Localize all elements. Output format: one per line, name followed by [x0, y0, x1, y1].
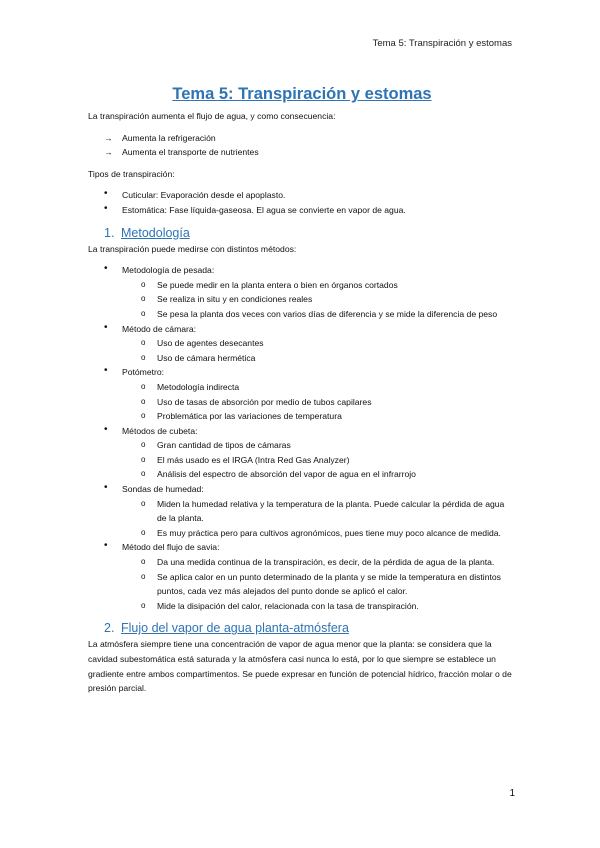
- method-item: • Sondas de humedad: o Miden la humedad relativa y la temperatura de la planta. Puede calcular la pérdida de agua de la planta. o Es muy práctica pero para cultivos agronómicos, pues tiene muy poco alcance de medida.: [88, 482, 516, 540]
- circle-bullet-icon: o: [141, 279, 146, 289]
- list-item: → Aumenta el transporte de nutrientes: [88, 145, 516, 160]
- method-item: • Método de cámara: o Uso de agentes desecantes o Uso de cámara hermética: [88, 322, 516, 366]
- sub-list-item: o Uso de cámara hermética: [88, 351, 516, 366]
- page-content: [88, 84, 516, 696]
- method-item: • Potómetro: o Metodología indirecta o Uso de tasas de absorción por medio de tubos capilares o Problemática por las variaciones de temperatura: [88, 365, 516, 423]
- method-item: • Metodología de pesada: o Se puede medir en la planta entera o bien en órganos cortados o Se realiza in situ y en condiciones reales o Se pesa la planta dos veces con varios días de diferencia y se mide la diferencia de peso: [88, 263, 516, 321]
- bullet-icon: •: [104, 188, 108, 200]
- bullet-icon: •: [104, 263, 108, 275]
- sub-list-item: o Se aplica calor en un punto determinado de la planta y se mide la temperatura en distintos puntos, cada vez más alejados del punto donde se aplicó el calor.: [141, 571, 501, 597]
- arrow-right-icon: →: [104, 132, 113, 143]
- list-item: • Estomática: Fase líquida-gaseosa. El agua se convierte en vapor de agua.: [104, 202, 406, 215]
- page-number: 1: [509, 788, 515, 799]
- sub-list-item: o Miden la humedad relativa y la temperatura de la planta. Puede calcular la pérdida de agua de la planta.: [141, 498, 505, 524]
- circle-bullet-icon: o: [141, 338, 146, 348]
- methods-list: [88, 263, 516, 613]
- section-heading-1: 1. Metodología: [104, 225, 190, 240]
- circle-bullet-icon: o: [141, 294, 146, 304]
- bullet-icon: •: [104, 321, 108, 333]
- sub-list-item: o Problemática por las variaciones de temperatura: [88, 409, 516, 424]
- section2-paragraph: La atmósfera siempre tiene una concentración de vapor de agua menor que la planta: se considera que la cavidad subestomática está saturada y la atmósfera casi nunca lo está, por lo que siempre se establece un gradiente entre ambos compartimentos. Se puede expresar en función de potencial hídrico, fracción molar o de presión parcial.: [88, 639, 512, 694]
- bullet-icon: •: [104, 482, 108, 494]
- intro-paragraph: La transpiración aumenta el flujo de agua, y como consecuencia:: [88, 111, 336, 121]
- arrow-right-icon: →: [104, 147, 113, 158]
- bullet-icon: •: [104, 365, 108, 377]
- types-label: Tipos de transpiración:: [88, 168, 175, 179]
- sub-list-item: o Análisis del espectro de absorción del vapor de agua en el infrarrojo: [88, 467, 516, 482]
- circle-bullet-icon: o: [141, 454, 146, 464]
- sub-list-item: o Se realiza in situ y en condiciones reales: [88, 292, 516, 307]
- list-item: → Aumenta la refrigeración: [88, 131, 516, 146]
- bullet-icon: •: [104, 202, 108, 214]
- circle-bullet-icon: o: [141, 469, 146, 479]
- circle-bullet-icon: o: [141, 600, 146, 610]
- section-heading-2: 2. Flujo del vapor de agua planta-atmósfera: [104, 621, 349, 636]
- sub-list-item: o Mide la disipación del calor, relacionada con la tasa de transpiración.: [88, 599, 516, 614]
- circle-bullet-icon: o: [141, 352, 146, 362]
- sub-list-item: o Da una medida continua de la transpiración, es decir, de la pérdida de agua de la planta.: [88, 555, 516, 570]
- section1-intro: La transpiración puede medirse con distintos métodos:: [88, 243, 297, 254]
- sub-list-item: o Se puede medir en la planta entera o bien en órganos cortados: [88, 278, 516, 293]
- bullet-icon: •: [104, 423, 108, 435]
- page-title: Tema 5: Transpiración y estomas: [172, 85, 432, 103]
- circle-bullet-icon: o: [141, 396, 146, 406]
- circle-bullet-icon: o: [141, 440, 146, 450]
- running-header: Tema 5: Transpiración y estomas: [372, 38, 512, 49]
- circle-bullet-icon: o: [141, 527, 146, 537]
- sub-list-item: o Gran cantidad de tipos de cámaras: [88, 438, 516, 453]
- list-item: • Cuticular: Evaporación desde el apoplasto.: [104, 188, 286, 201]
- circle-bullet-icon: o: [141, 557, 146, 567]
- circle-bullet-icon: o: [141, 498, 146, 508]
- method-item: • Método del flujo de savia: o Da una medida continua de la transpiración, es decir, de la pérdida de agua de la planta. o Se aplica calor en un punto determinado de la planta y se mide la temperatura en distintos puntos, cada vez más alejados del punto donde se aplicó el calor. o Mide la disipación del calor, relacionada con la tasa de transpiración.: [88, 540, 516, 613]
- method-item: • Métodos de cubeta: o Gran cantidad de tipos de cámaras o El más usado es el IRGA (Intra Red Gas Analyzer) o Análisis del espectro de absorción del vapor de agua en el infrarrojo: [88, 424, 516, 482]
- circle-bullet-icon: o: [141, 381, 146, 391]
- circle-bullet-icon: o: [141, 571, 146, 581]
- sub-list-item: o El más usado es el IRGA (Intra Red Gas Analyzer): [88, 453, 516, 468]
- circle-bullet-icon: o: [141, 308, 146, 318]
- bullet-icon: •: [104, 540, 108, 552]
- sub-list-item: o Uso de agentes desecantes: [88, 336, 516, 351]
- circle-bullet-icon: o: [141, 411, 146, 421]
- sub-list-item: o Es muy práctica pero para cultivos agronómicos, pues tiene muy poco alcance de medida.: [88, 526, 516, 541]
- sub-list-item: o Metodología indirecta: [88, 380, 516, 395]
- types-list: [88, 188, 516, 217]
- sub-list-item: o Uso de tasas de absorción por medio de tubos capilares: [88, 395, 516, 410]
- consequences-list: [88, 131, 516, 160]
- sub-list-item: o Se pesa la planta dos veces con varios días de diferencia y se mide la diferencia de peso: [88, 307, 516, 322]
